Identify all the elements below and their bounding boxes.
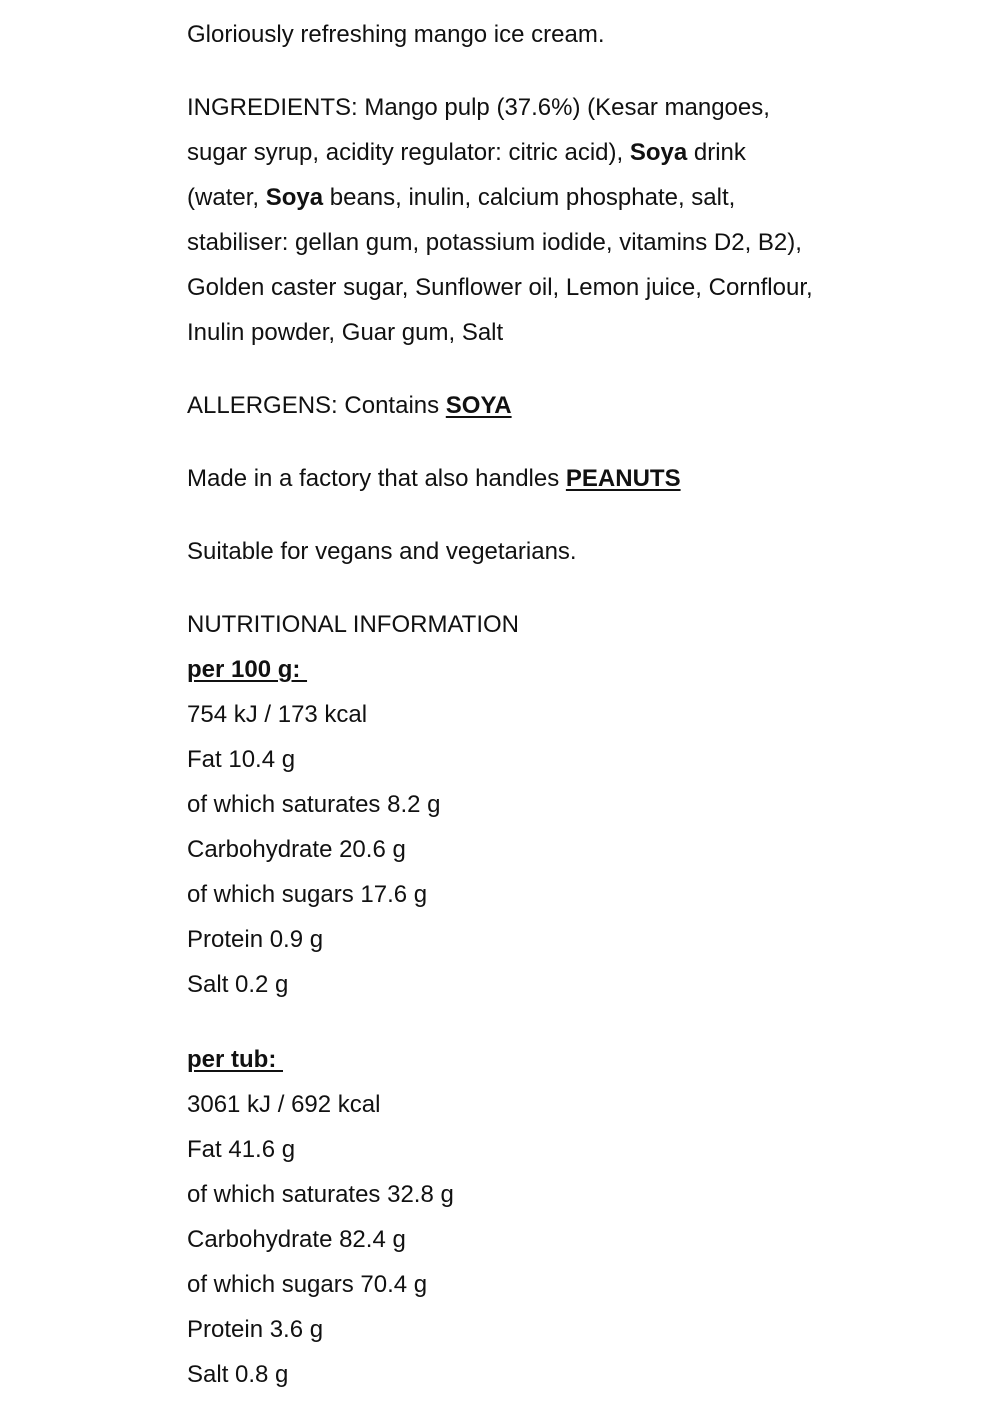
ingredients-text: (water, <box>187 184 266 211</box>
ingredients-text: sugar syrup, acidity regulator: citric acid), <box>187 139 630 166</box>
per-100g-label-text: per 100 g: <box>187 656 308 683</box>
nutrition-row: of which sugars 70.4 g <box>187 1271 428 1298</box>
per-tub-label-text: per tub: <box>187 1046 283 1073</box>
nutrition-row: of which saturates 32.8 g <box>187 1181 454 1208</box>
ingredients-block <box>187 85 867 355</box>
per-tub-rows <box>187 1082 867 1397</box>
ingredients-text: drink <box>687 139 746 166</box>
ingredients-line <box>187 130 867 175</box>
allergen-peanuts: PEANUTS <box>565 465 681 492</box>
allergens-statement <box>187 383 867 428</box>
per-100g-label <box>187 647 867 692</box>
allergen-soya: SOYA <box>445 392 512 419</box>
nutrition-row: Protein 3.6 g <box>187 1316 324 1343</box>
suitability-statement: Suitable for vegans and vegetarians. <box>187 538 577 565</box>
ingredients-text: beans, inulin, calcium phosphate, salt, <box>323 184 736 211</box>
ingredients-line: stabiliser: gellan gum, potassium iodide, vitamins D2, B2), <box>187 229 802 256</box>
ingredients-line <box>187 175 867 220</box>
nutrition-per-100g <box>187 602 867 1007</box>
nutrition-row: Protein 0.9 g <box>187 926 324 953</box>
nutrition-row: Salt 0.8 g <box>187 1361 289 1388</box>
nutrition-row: Carbohydrate 20.6 g <box>187 836 406 863</box>
factory-statement <box>187 456 867 501</box>
nutrition-row: Salt 0.2 g <box>187 971 289 998</box>
nutrition-heading: NUTRITIONAL INFORMATION <box>187 611 519 638</box>
per-100g-rows <box>187 692 867 1007</box>
nutrition-row: Carbohydrate 82.4 g <box>187 1226 406 1253</box>
nutrition-row: Fat 10.4 g <box>187 746 296 773</box>
per-tub-label <box>187 1037 867 1082</box>
nutrition-row: Fat 41.6 g <box>187 1136 296 1163</box>
nutrition-row: 3061 kJ / 692 kcal <box>187 1091 381 1118</box>
nutrition-row: of which sugars 17.6 g <box>187 881 428 908</box>
allergen-highlight: Soya <box>629 139 688 166</box>
ingredients-line: Inulin powder, Guar gum, Salt <box>187 319 504 346</box>
nutrition-per-tub <box>187 1037 867 1397</box>
factory-label: Made in a factory that also handles <box>187 465 566 492</box>
nutrition-row: of which saturates 8.2 g <box>187 791 441 818</box>
allergens-label: ALLERGENS: Contains <box>187 392 446 419</box>
nutrition-row: 754 kJ / 173 kcal <box>187 701 368 728</box>
product-description <box>187 12 867 1397</box>
allergen-highlight: Soya <box>265 184 324 211</box>
intro-text: Gloriously refreshing mango ice cream. <box>187 21 605 48</box>
ingredients-line: INGREDIENTS: Mango pulp (37.6%) (Kesar mangoes, <box>187 94 770 121</box>
ingredients-line: Golden caster sugar, Sunflower oil, Lemon juice, Cornflour, <box>187 274 813 301</box>
